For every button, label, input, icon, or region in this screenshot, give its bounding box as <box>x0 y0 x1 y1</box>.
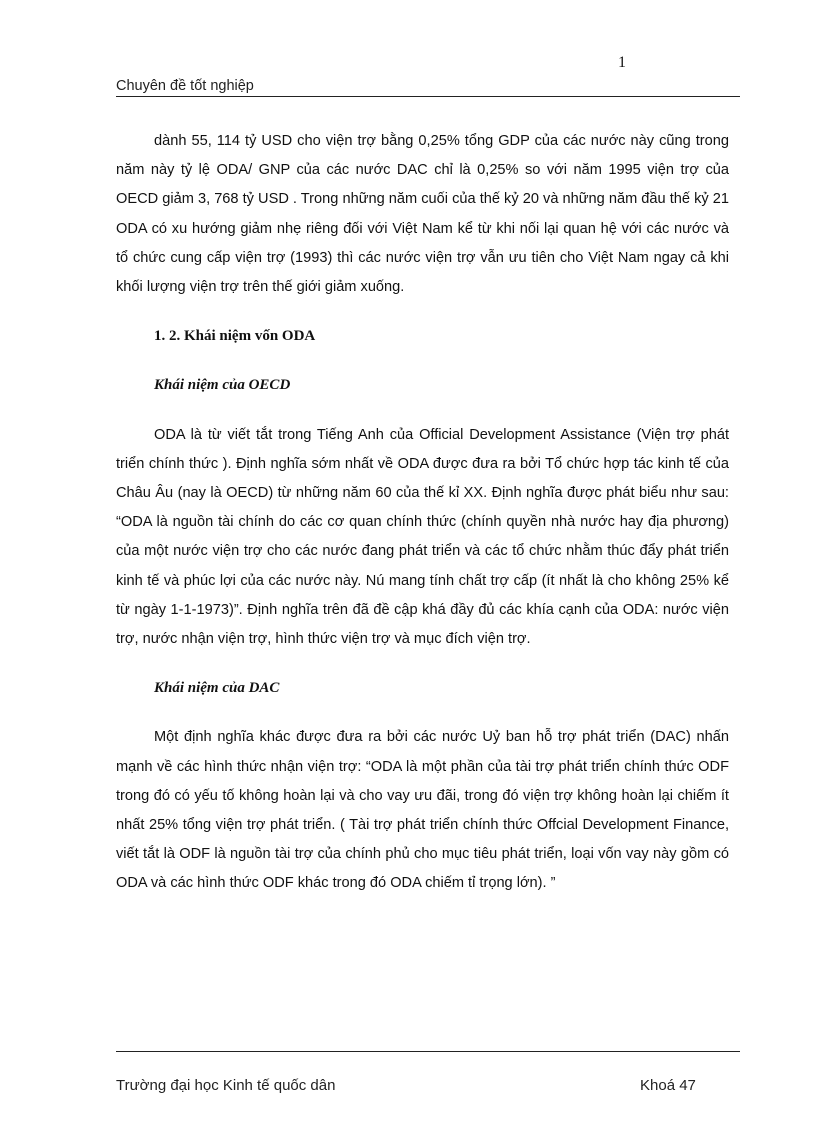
footer-divider <box>116 1051 740 1052</box>
footer-school: Trường đại học Kinh tế quốc dân <box>116 1077 336 1094</box>
oecd-heading: Khái niệm của OECD <box>154 377 291 394</box>
intro-paragraph: dành 55, 114 tỷ USD cho viện trợ bằng 0,25% tổng GDP của các nước này cũng trong năm này tỷ lệ ODA/ GNP của các nước DAC chỉ là 0,25% so với năm 1995 viện trợ của OECD giảm 3, 768 tỷ USD . Trong những năm cuối của thế kỷ 20 và những năm đầu thế kỷ 21 ODA có xu hướng giảm nhẹ riêng đối với Việt Nam kể từ khi nối lại quan hệ với các nước và tổ chức cung cấp viện trợ (1993) thì các nước viện trợ vẫn ưu tiên cho Việt Nam ngay cả khi khối lượng viện trợ trên thế giới giảm xuống. <box>116 133 729 296</box>
section-heading: 1. 2. Khái niệm vốn ODA <box>154 328 316 345</box>
footer-course: Khoá 47 <box>640 1077 696 1094</box>
oecd-paragraph: ODA là từ viết tắt trong Tiếng Anh của Official Development Assistance (Viện trợ phát triển chính thức ). Định nghĩa sớm nhất về ODA được đưa ra bởi Tổ chức hợp tác kinh tế của Châu Âu (nay là OECD) từ những năm 60 của thế kỉ XX. Định nghĩa được phát biểu như sau: “ODA là nguồn tài chính do các cơ quan chính thức (chính quyền nhà nước hay địa phương) của một nước viện trợ cho các nước đang phát triển và các tổ chức nhằm thúc đẩy phát triển kinh tế và phúc lợi của các nước này. Nú mang tính chất trợ cấp (ít nhất là cho không 25% kể từ ngày 1-1-1973)”. Định nghĩa trên đã đề cập khá đầy đủ các khía cạnh của ODA: nước viện trợ, nước nhận viện trợ, hình thức viện trợ và mục đích viện trợ. <box>116 426 729 648</box>
header-title: Chuyên đề tốt nghiệp <box>116 78 254 94</box>
dac-paragraph: Một định nghĩa khác được đưa ra bởi các nước Uỷ ban hỗ trợ phát triển (DAC) nhấn mạnh về các hình thức nhận viện trợ: “ODA là một phần của tài trợ phát triển chính thức ODF trong đó có yếu tố không hoàn lại và cho vay ưu đãi, trong đó viện trợ không hoàn lại chiếm ít nhất 25% tổng viện trợ phát triển. ( Tài trợ phát triển chính thức Offcial Development Finance, viết tắt là ODF là nguồn tài trợ của chính phủ cho mục tiêu phát triển, loại vốn vay này gồm có ODA và các hình thức ODF khác trong đó ODA chiếm tỉ trọng lớn). ” <box>116 729 729 892</box>
page-number: 1 <box>618 54 626 71</box>
document-body <box>116 127 729 899</box>
header-divider <box>116 96 740 97</box>
dac-heading: Khái niệm của DAC <box>154 680 280 697</box>
